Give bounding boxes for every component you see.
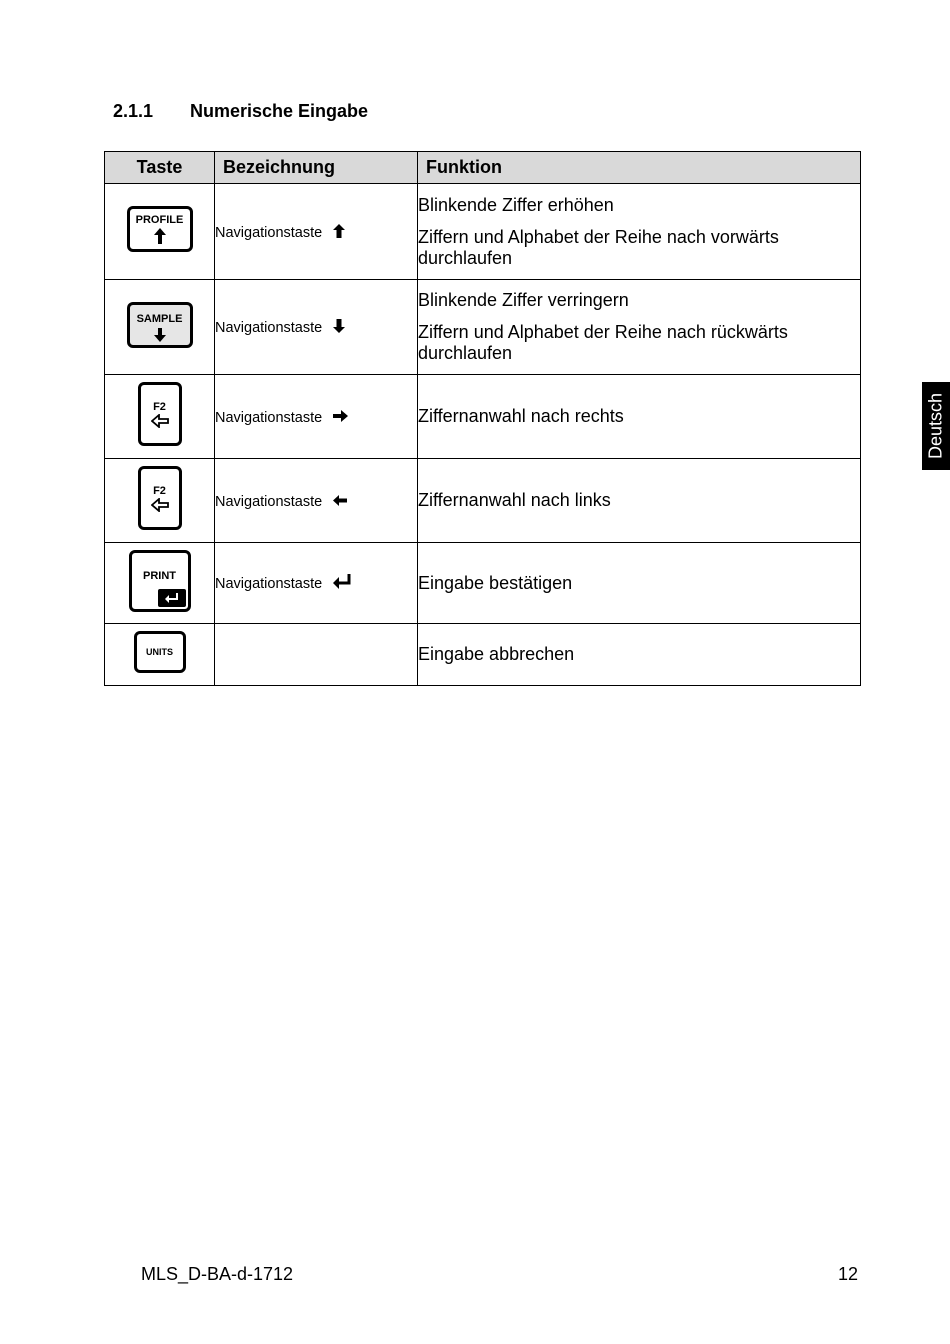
function-cell: Eingabe abbrechen [418,624,861,686]
function-cell: Ziffernanwahl nach links [418,459,861,543]
table-header-row [105,152,861,184]
table-row [105,375,861,459]
key-name-cell: Navigationstaste [215,543,418,624]
section-heading [113,101,368,122]
right-arrow-icon [327,407,349,426]
left-arrow-icon [141,497,179,517]
table-row [105,624,861,686]
profile-up-key-icon: PROFILE [127,206,193,252]
left-arrow-icon [327,491,348,510]
key-name-cell: Navigationstaste [215,459,418,543]
table-row [105,543,861,624]
key-cell [105,624,215,686]
function-cell: Eingabe bestätigen [418,543,861,624]
key-cell [105,459,215,543]
up-arrow-icon [327,222,346,241]
down-arrow-icon [327,317,346,336]
header-bezeichnung: Bezeichnung [215,152,418,184]
section-number: 2.1.1 [113,101,154,121]
up-arrow-icon [130,227,190,250]
enter-icon [327,573,352,592]
function-cell: Blinkende Ziffer erhöhen Ziffern und Alphabet der Reihe nach vorwärts durchlaufen [418,184,861,280]
f2-key-icon: F2 [138,466,182,530]
units-key-icon: UNITS [134,631,186,673]
header-taste: Taste [105,152,215,184]
key-name-cell: Navigationstaste [215,184,418,280]
down-arrow-icon [130,327,190,348]
table-row [105,459,861,543]
print-enter-key-icon: PRINT [129,550,191,612]
key-cell [105,184,215,280]
left-arrow-icon [141,413,179,433]
key-function-table [104,151,861,686]
section-title: Numerische Eingabe [190,101,369,121]
function-cell: Ziffernanwahl nach rechts [418,375,861,459]
table-row [105,280,861,375]
key-name-cell [215,624,418,686]
key-name-cell: Navigationstaste [215,375,418,459]
key-name-cell: Navigationstaste [215,280,418,375]
function-cell: Blinkende Ziffer verringern Ziffern und Alphabet der Reihe nach rückwärts durchlaufen [418,280,861,375]
enter-icon [158,589,186,607]
sample-down-key-icon: SAMPLE [127,302,193,348]
key-cell [105,280,215,375]
key-cell [105,375,215,459]
language-side-tab: Deutsch [922,382,950,470]
table-row [105,184,861,280]
header-funktion: Funktion [418,152,861,184]
footer-page-number: 12 [837,1264,858,1284]
footer-doc-id: MLS_D-BA-d-1712 [141,1264,294,1284]
f2-key-icon: F2 [138,382,182,446]
key-cell [105,543,215,624]
